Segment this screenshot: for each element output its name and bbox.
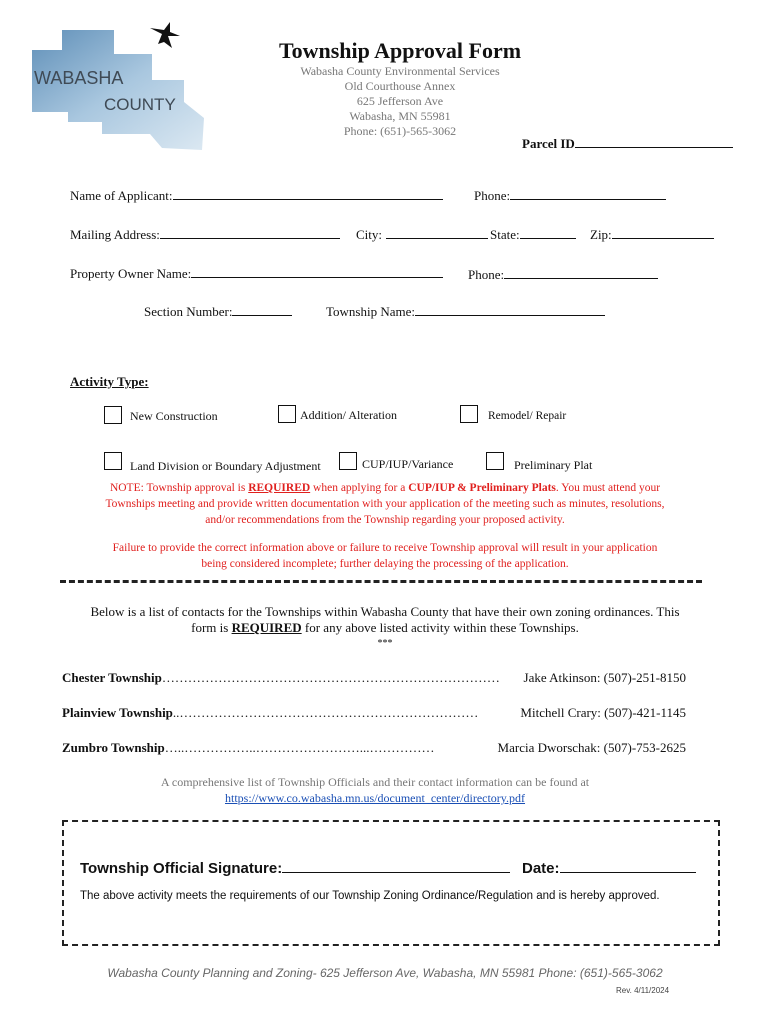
- contact-zumbro: Marcia Dworschak: (507)-753-2625: [497, 740, 686, 755]
- logo-text-county: COUNTY: [104, 95, 176, 114]
- signature-line[interactable]: [282, 856, 510, 873]
- applicant-name-line[interactable]: [173, 186, 443, 200]
- intro-required: REQUIRED: [231, 620, 302, 635]
- address-line: Wabasha, MN 55981: [349, 109, 451, 123]
- township-name-field[interactable]: [326, 302, 605, 320]
- label-new-construction: New Construction: [130, 409, 218, 423]
- state-line[interactable]: [520, 225, 576, 239]
- section-number-line[interactable]: [232, 302, 292, 316]
- parcel-id-label: Parcel ID: [522, 136, 575, 151]
- note-text: when applying for a: [310, 482, 409, 494]
- agency-address: [300, 64, 500, 139]
- property-owner-line[interactable]: [191, 264, 443, 278]
- failure-line-2: being considered incomplete; further delaying the processing of the application.: [201, 558, 569, 570]
- mailing-address-field[interactable]: [70, 225, 340, 243]
- note-text: NOTE: Township approval is: [109, 482, 249, 494]
- note-line-1: [40, 480, 730, 496]
- note-line-3: and/or recommendations from the Township regarding your proposed activity.: [205, 514, 565, 526]
- intro-text: for any above listed activity within these Townships.: [301, 620, 579, 635]
- address-line: Wabasha County Environmental Services: [300, 64, 500, 78]
- directory-link[interactable]: https://www.co.wabasha.mn.us/document_center/directory.pdf: [224, 791, 526, 805]
- city-field[interactable]: [356, 225, 488, 243]
- address-line: Phone: (651)-565-3062: [343, 124, 457, 138]
- parcel-id-field[interactable]: [522, 134, 733, 152]
- signature-box: [62, 820, 720, 946]
- owner-phone-line[interactable]: [504, 265, 658, 279]
- leader-dots: ……………………………………………………………………: [161, 670, 500, 685]
- section-number-field[interactable]: [144, 302, 292, 320]
- failure-line-1: Failure to provide the correct information above or failure to receive Township approval will result in your application: [112, 542, 658, 554]
- checkbox-cup-iup-variance[interactable]: [339, 452, 357, 470]
- intro-text: form is: [191, 620, 232, 635]
- applicant-name-field[interactable]: [70, 186, 443, 204]
- leader-dots: ..……………………………………………………………: [172, 705, 479, 720]
- township-name-line[interactable]: [415, 302, 605, 316]
- officials-list-note: [0, 774, 750, 806]
- date-field[interactable]: [522, 856, 696, 877]
- contact-row-zumbro: [62, 740, 686, 756]
- contact-plainview: Mitchell Crary: (507)-421-1145: [520, 705, 686, 720]
- checkbox-remodel-repair[interactable]: [460, 405, 478, 423]
- contact-row-plainview: [62, 705, 686, 721]
- approval-note: [40, 480, 730, 528]
- note-text: . You must attend your: [555, 482, 661, 494]
- city-line[interactable]: [386, 225, 488, 239]
- date-label: Date:: [522, 860, 560, 877]
- list-note-text: A comprehensive list of Township Officials and their contact information can be found at: [160, 775, 590, 789]
- address-line: 625 Jefferson Ave: [356, 94, 444, 108]
- intro-line-2: [30, 620, 740, 636]
- form-title: Township Approval Form: [278, 38, 522, 63]
- mailing-address-label: Mailing Address:: [70, 227, 160, 242]
- contact-chester: Jake Atkinson: (507)-251-8150: [523, 670, 686, 685]
- section-number-label: Section Number:: [144, 304, 233, 319]
- address-line: Old Courthouse Annex: [344, 79, 456, 93]
- label-addition-alteration: Addition/ Alteration: [300, 408, 397, 422]
- footer-text: Wabasha County Planning and Zoning- 625 Jefferson Ave, Wabasha, MN 55981 Phone: (651)-565-3062: [107, 966, 663, 980]
- state-label: State:: [490, 227, 520, 242]
- signature-label: Township Official Signature:: [80, 860, 283, 877]
- zip-label: Zip:: [590, 227, 612, 242]
- date-line[interactable]: [560, 856, 696, 873]
- phone-field[interactable]: [474, 186, 666, 204]
- logo-text-wabasha: WABASHA: [34, 68, 124, 88]
- intro-stars: ***: [377, 638, 393, 649]
- note-cup: CUP/IUP & Preliminary Plats: [408, 482, 556, 494]
- state-field[interactable]: [490, 225, 576, 243]
- label-land-division: Land Division or Boundary Adjustment: [130, 459, 321, 473]
- revision-date: Rev. 4/11/2024: [616, 986, 670, 995]
- note-required: REQUIRED: [248, 482, 311, 494]
- township-chester: Chester Township: [62, 670, 162, 685]
- activity-type-heading: Activity Type:: [70, 374, 149, 389]
- checkbox-addition-alteration[interactable]: [278, 405, 296, 423]
- zip-line[interactable]: [612, 225, 714, 239]
- zip-field[interactable]: [590, 225, 714, 243]
- approval-statement: The above activity meets the requirements of our Township Zoning Ordinance/Regulation and is hereby approved.: [80, 890, 660, 902]
- label-preliminary-plat: Preliminary Plat: [514, 458, 593, 472]
- checkbox-preliminary-plat[interactable]: [486, 452, 504, 470]
- township-name-label: Township Name:: [326, 304, 415, 319]
- checkbox-new-construction[interactable]: [104, 406, 122, 424]
- label-cup-iup-variance: CUP/IUP/Variance: [362, 457, 454, 471]
- intro-line-1: Below is a list of contacts for the Townships within Wabasha County that have their own zoning ordinances. This: [90, 604, 680, 619]
- owner-phone-label: Phone:: [468, 267, 505, 282]
- signature-field[interactable]: [80, 856, 510, 877]
- township-plainview: Plainview Township: [62, 705, 173, 720]
- owner-phone-field[interactable]: [468, 265, 658, 283]
- leader-dots: …..……………..……………………...……………: [164, 740, 435, 755]
- checkbox-land-division[interactable]: [104, 452, 122, 470]
- property-owner-label: Property Owner Name:: [70, 266, 192, 281]
- label-remodel-repair: Remodel/ Repair: [488, 410, 567, 422]
- section-divider: [60, 580, 702, 583]
- note-line-2: Townships meeting and provide written documentation with your application of the meeting such as minutes, resolutions,: [105, 498, 665, 510]
- contact-row-chester: [62, 670, 686, 686]
- phone-label: Phone:: [474, 188, 511, 203]
- applicant-name-label: Name of Applicant:: [70, 188, 173, 203]
- city-label: City:: [356, 227, 383, 242]
- failure-note: [40, 540, 730, 572]
- contacts-intro: [30, 604, 740, 652]
- mailing-address-line[interactable]: [160, 225, 340, 239]
- property-owner-field[interactable]: [70, 264, 443, 282]
- township-zumbro: Zumbro Township: [62, 740, 165, 755]
- parcel-id-line[interactable]: [575, 134, 733, 148]
- phone-line[interactable]: [510, 186, 666, 200]
